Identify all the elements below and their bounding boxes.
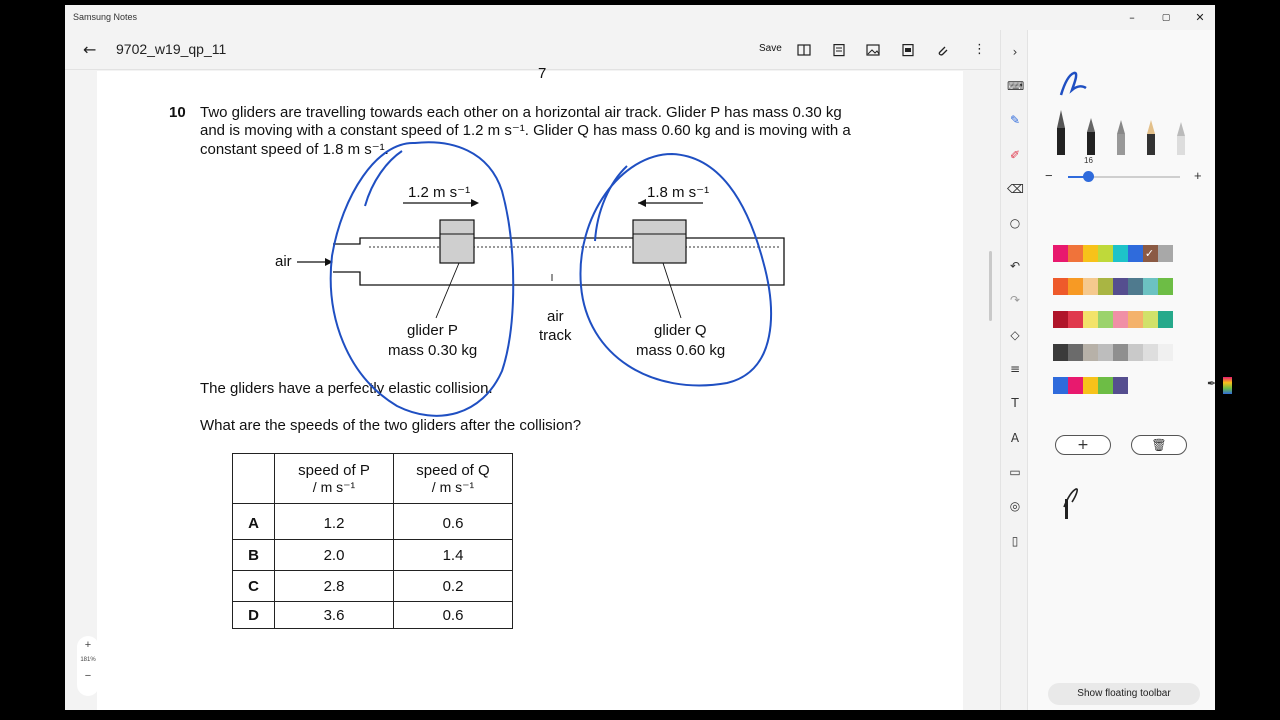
color-swatch[interactable] [1053,377,1068,394]
brush-pen-icon[interactable] [1116,110,1126,155]
color-swatch[interactable] [1143,311,1158,328]
document-area [65,65,1000,710]
more-options-icon[interactable]: ⋮ [973,42,986,57]
eyedropper-icon[interactable]: ✒ [1207,377,1217,390]
color-swatch[interactable] [1053,311,1068,328]
lasso-icon[interactable]: ○ [1009,216,1021,230]
color-swatch[interactable] [1068,278,1083,295]
highlighter-icon[interactable]: ✐ [1009,148,1021,162]
page-number-fragment: 7 [538,65,547,82]
question-line-3: constant speed of 1.8 m s⁻¹. [200,141,389,158]
color-swatch[interactable] [1083,311,1098,328]
color-grid-icon[interactable] [1223,377,1232,394]
glider-p-label: glider P [407,322,458,339]
chevron-right-icon[interactable]: › [1012,45,1018,59]
color-swatch[interactable] [1158,245,1173,262]
option-speed-p: 2.8 [275,571,394,602]
two-page-view-icon[interactable] [797,44,811,56]
question-number: 10 [169,104,186,121]
fountain-pen-icon[interactable] [1056,110,1066,155]
favorite-pen-preview-icon[interactable] [1052,485,1092,521]
option-letter: A [233,504,275,540]
option-speed-q: 0.2 [394,571,513,602]
header-q-line2: / m s⁻¹ [431,478,475,495]
zoom-in-button[interactable]: + [84,639,92,651]
font-style-icon[interactable]: A [1010,431,1020,445]
air-arrow-head [325,258,333,266]
color-swatch[interactable] [1113,377,1128,394]
minimize-button[interactable]: – [1129,11,1135,24]
color-swatch[interactable] [1128,278,1143,295]
redo-icon[interactable]: ↷ [1009,293,1021,307]
glider-p-block [440,220,474,263]
pencil-icon[interactable] [1146,110,1156,155]
color-swatch[interactable] [1128,344,1143,361]
vertical-scrollbar[interactable] [989,251,992,321]
option-speed-q: 1.4 [394,540,513,571]
arrow-q-head [638,199,646,207]
glider-q-block [633,220,686,263]
marker-icon[interactable] [1176,110,1186,155]
attach-icon[interactable] [935,44,949,56]
image-icon[interactable] [866,44,880,56]
table-header-row [233,454,513,504]
color-swatch[interactable] [1158,344,1173,361]
app-name: Samsung Notes [73,12,138,22]
back-arrow-icon[interactable]: ← [83,40,97,59]
color-swatch[interactable] [1098,278,1113,295]
color-swatch[interactable] [1158,311,1173,328]
color-swatch[interactable] [1098,344,1113,361]
header-speed-p [275,454,394,504]
document-title[interactable]: 9702_w19_qp_11 [116,41,227,57]
color-swatch[interactable] [1068,245,1083,262]
show-floating-toolbar-button[interactable]: Show floating toolbar [1048,683,1200,705]
question-line-1: Two gliders are travelling towards each other on a horizontal air track. Glider P has mass 0.30 kg [200,104,842,121]
delete-pen-button[interactable] [1131,435,1187,455]
header-speed-q [394,454,513,504]
answer-table [232,453,513,629]
pen-size-slider-knob[interactable] [1083,171,1094,182]
color-swatch[interactable] [1098,245,1113,262]
color-swatch[interactable] [1113,344,1128,361]
insert-text-icon[interactable]: ▭ [1009,465,1021,479]
color-palette-row-5[interactable] [1053,377,1128,394]
size-increase-button[interactable]: + [1194,168,1202,183]
text-view-icon[interactable] [832,44,846,56]
glider-q-label: glider Q [654,322,707,339]
undo-icon[interactable]: ↶ [1009,259,1021,273]
shape-icon[interactable]: ◇ [1010,328,1020,342]
app-window [65,5,1215,710]
color-swatch[interactable] [1083,377,1098,394]
header-p-line2: / m s⁻¹ [312,478,356,495]
color-swatch[interactable] [1068,344,1083,361]
glider-p-mass: mass 0.30 kg [388,342,478,359]
tool-rail [1000,30,1028,710]
option-speed-q: 0.6 [394,504,513,540]
option-speed-q: 0.6 [394,602,513,629]
speed-q-label: 1.8 m s⁻¹ [647,184,710,201]
zoom-control [77,636,99,696]
option-speed-p: 3.6 [275,602,394,629]
air-track-label-1: air [547,308,564,325]
maximize-button[interactable]: ▢ [1161,13,1171,23]
size-decrease-button[interactable]: − [1045,168,1053,183]
text-align-icon[interactable]: ≡ [1009,362,1021,376]
pen-size-value: 16 [1084,156,1093,165]
eraser-icon[interactable]: ⌫ [1007,182,1024,196]
air-label: air [275,253,292,270]
keyboard-icon[interactable]: ⌨ [1007,79,1025,93]
pdf-icon[interactable] [901,44,915,56]
color-swatch[interactable] [1143,278,1158,295]
air-track-label-2: track [539,327,572,344]
color-swatch[interactable] [1053,245,1068,262]
color-swatch[interactable] [1128,311,1143,328]
page-canvas[interactable] [80,65,963,710]
zoom-out-button[interactable]: − [84,670,92,682]
save-button[interactable]: Save [759,43,782,54]
document-icon[interactable]: ▯ [1011,534,1019,548]
table-row [233,504,513,540]
table-row [233,540,513,571]
text-format-icon[interactable]: T [1011,396,1019,410]
air-track-outline [333,238,784,285]
color-swatch[interactable] [1158,278,1173,295]
arrow-p-head [471,199,479,207]
option-letter: C [233,571,275,602]
trash-icon: 🗑 [1151,438,1167,452]
pen-settings-panel [1028,30,1215,710]
color-swatch[interactable] [1098,377,1113,394]
option-speed-p: 2.0 [275,540,394,571]
table-row [233,602,513,629]
selected-color-check-icon: ✓ [1144,247,1155,260]
question-line-2: and is moving with a constant speed of 1.2 m s⁻¹. Glider Q has mass 0.60 kg and is moving with a [200,122,851,139]
selected-pen-preview-icon [1058,70,1088,100]
color-swatch[interactable] [1053,278,1068,295]
color-swatch[interactable] [1068,377,1083,394]
shapes-icon[interactable]: ◎ [1009,499,1021,513]
option-letter: B [233,540,275,571]
color-palette-row-3[interactable] [1053,311,1173,328]
pen-tool-icon[interactable]: ✎ [1009,113,1021,127]
calligraphy-pen-icon[interactable] [1086,110,1096,155]
zoom-level: 181% [80,657,96,663]
add-pen-button[interactable]: + [1055,435,1111,455]
header-q-line1: speed of Q [416,461,490,479]
glider-q-mass: mass 0.60 kg [636,342,726,359]
color-swatch[interactable] [1098,311,1113,328]
option-letter: D [233,602,275,629]
color-palette-row-2[interactable] [1053,278,1173,295]
color-swatch[interactable] [1113,245,1128,262]
color-swatch[interactable] [1143,344,1158,361]
speed-p-label: 1.2 m s⁻¹ [408,184,471,201]
close-button[interactable]: ✕ [1195,11,1205,24]
header-p-line1: speed of P [298,461,370,479]
color-swatch[interactable] [1068,311,1083,328]
option-speed-p: 1.2 [275,504,394,540]
collision-statement: The gliders have a perfectly elastic collision. [200,380,493,397]
color-palette-row-4[interactable] [1053,344,1173,361]
color-swatch[interactable] [1113,278,1128,295]
label-line-q [663,263,681,318]
color-swatch[interactable] [1053,344,1068,361]
note-toolbar [65,30,1000,70]
table-row [233,571,513,602]
color-swatch[interactable] [1083,278,1098,295]
color-swatch[interactable] [1113,311,1128,328]
question-prompt: What are the speeds of the two gliders after the collision? [200,417,582,434]
title-bar [65,5,1215,30]
color-swatch[interactable] [1083,245,1098,262]
label-line-p [436,263,459,318]
color-swatch[interactable] [1083,344,1098,361]
